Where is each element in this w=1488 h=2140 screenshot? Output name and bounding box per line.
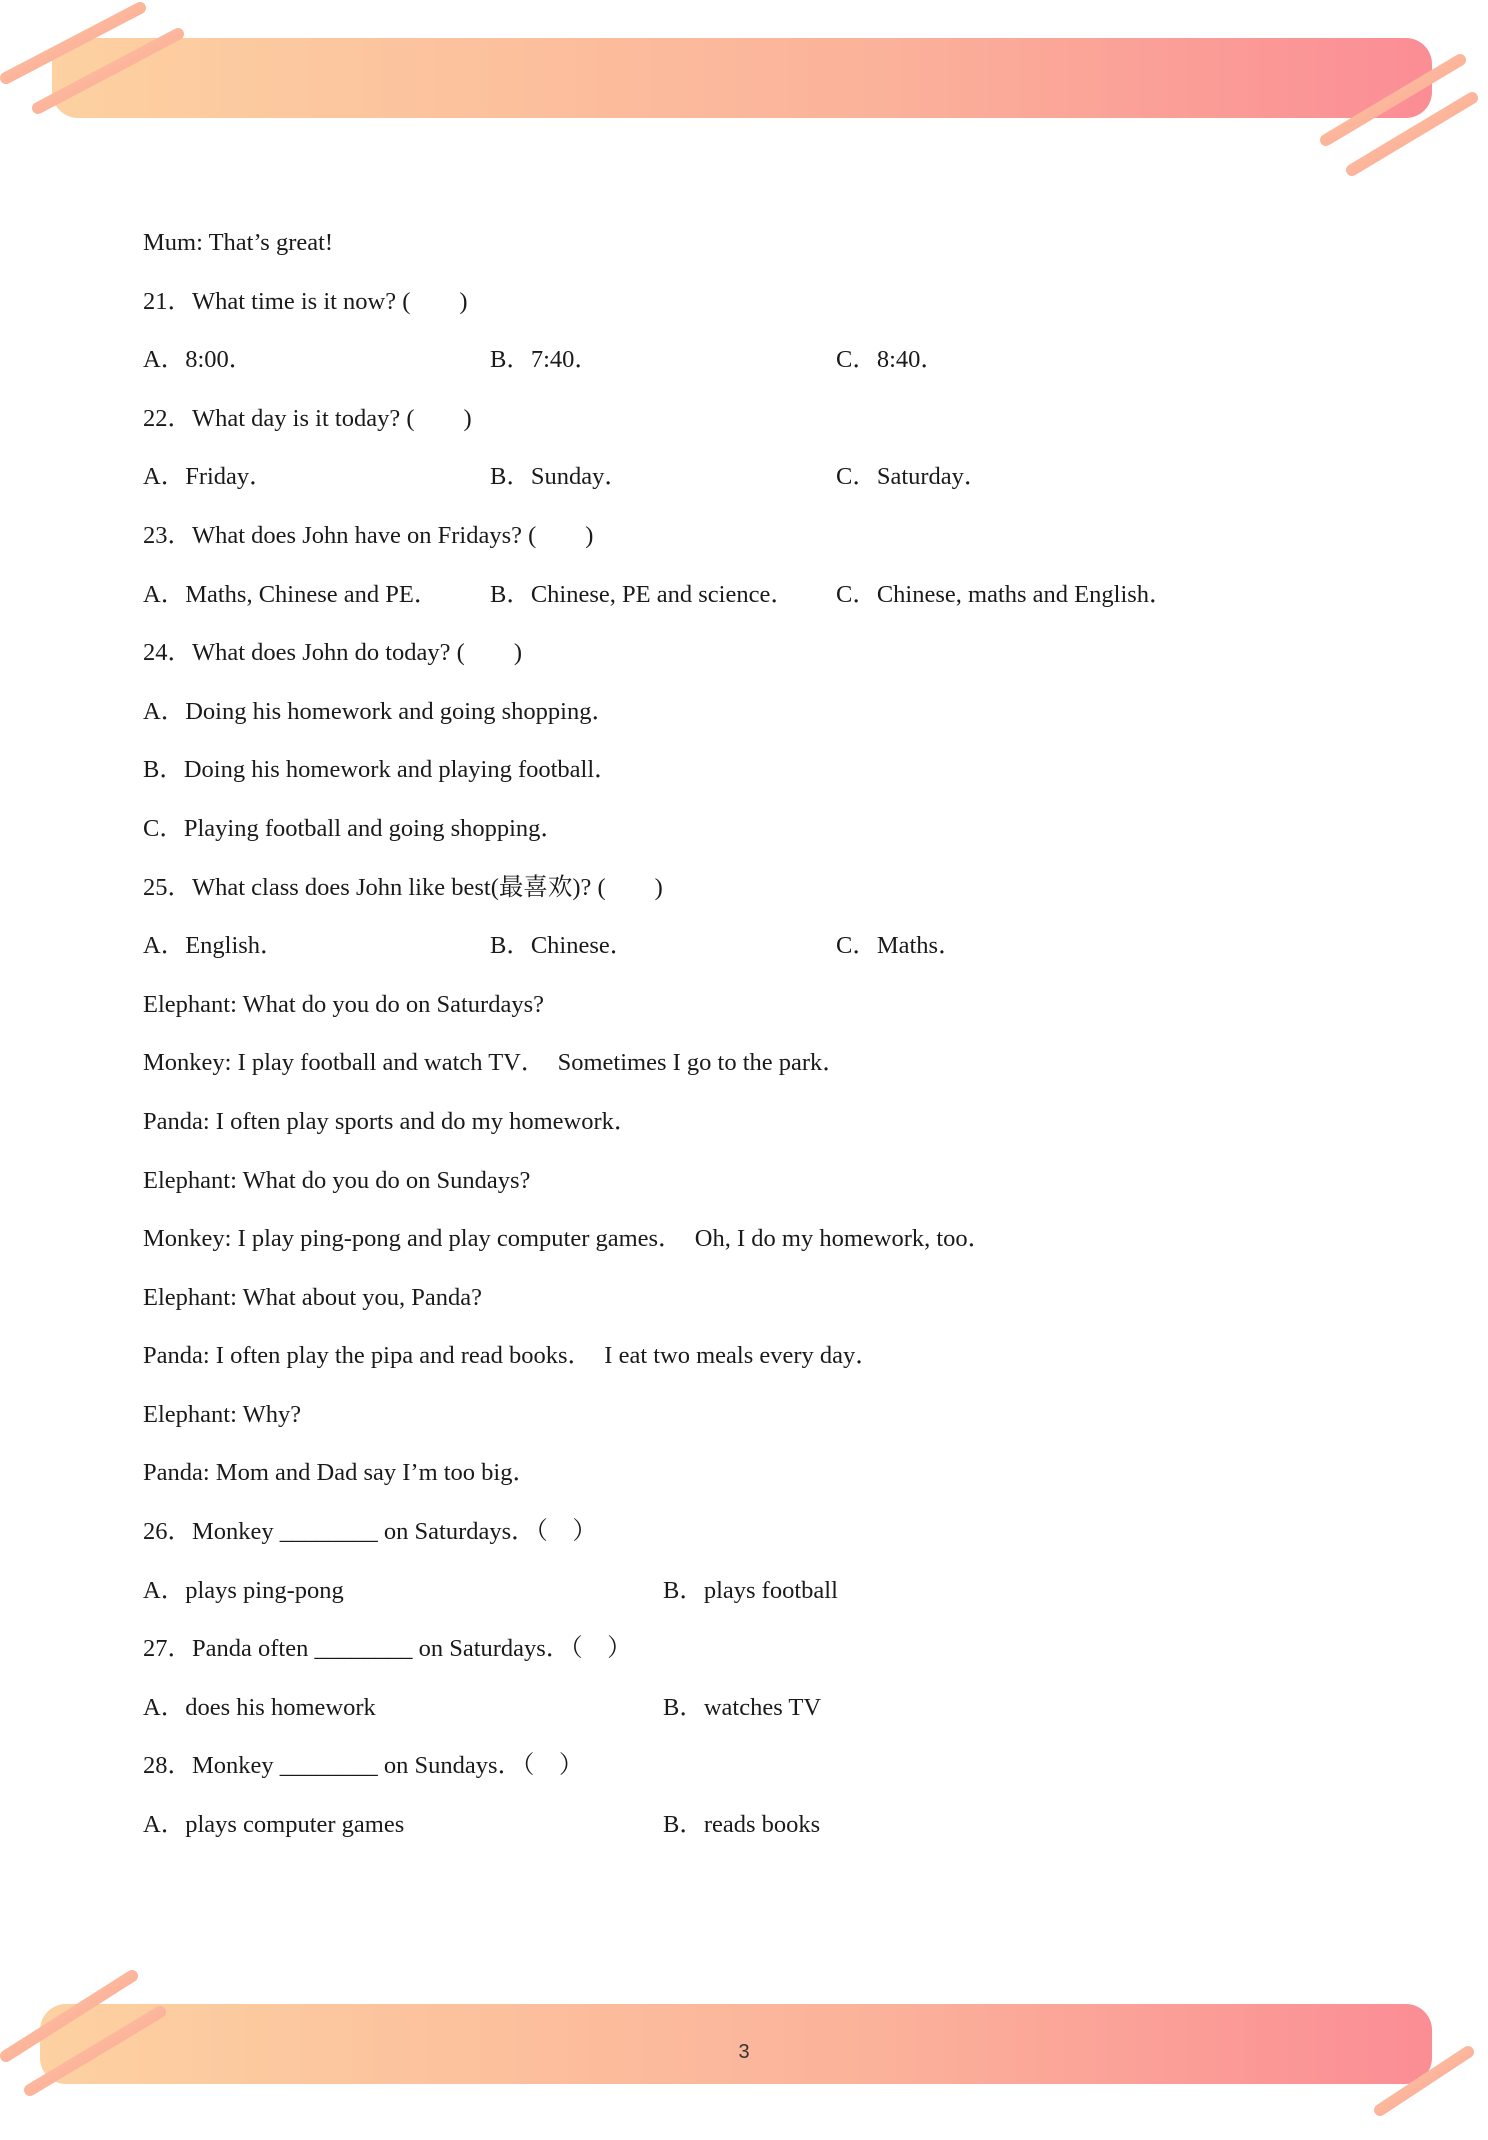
answer-option: A．English．: [143, 932, 285, 960]
page-number: 3: [738, 2041, 750, 2063]
dialogue-line: Panda: I often play sports and do my homework．: [143, 1107, 639, 1135]
options-row: [143, 338, 1343, 397]
answer-option: C．Playing football and going shopping．: [143, 814, 565, 842]
answer-option: A．8:00．: [143, 346, 254, 374]
options-row: [143, 1569, 1343, 1628]
answer-option: C．8:40．: [836, 346, 945, 374]
question-line: 27．Panda often ________ on Saturdays．（ ）: [143, 1635, 632, 1663]
question-line: 22．What day is it today? ( ): [143, 404, 472, 432]
options-row: [143, 924, 1343, 983]
answer-option: B．7:40．: [490, 346, 599, 374]
header-banner: [0, 0, 1488, 180]
worksheet-content: [143, 221, 1343, 1862]
dialogue-line: Elephant: What do you do on Saturdays?: [143, 990, 544, 1018]
options-row: [143, 573, 1343, 632]
answer-option: A．Friday．: [143, 463, 274, 491]
header-band: [52, 38, 1432, 118]
answer-option: A．does his homework: [143, 1693, 376, 1721]
options-row: [143, 1803, 1343, 1862]
dialogue-line: Monkey: I play football and watch TV． Sometimes I go to the park．: [143, 1049, 847, 1077]
answer-option: A．Doing his homework and going shopping．: [143, 697, 616, 725]
options-row: [143, 455, 1343, 514]
answer-option: B．Doing his homework and playing football．: [143, 756, 619, 784]
question-line: 21．What time is it now? ( ): [143, 287, 468, 315]
question-line: 28．Monkey ________ on Sundays．（ ）: [143, 1752, 584, 1780]
answer-option: B．Chinese, PE and science．: [490, 580, 795, 608]
answer-option: C．Chinese, maths and English．: [836, 580, 1174, 608]
answer-option: A．Maths, Chinese and PE．: [143, 580, 439, 608]
dialogue-line: Panda: Mom and Dad say I’m too big．: [143, 1459, 537, 1487]
question-line: 24．What does John do today? ( ): [143, 639, 522, 667]
dialogue-line: Elephant: What about you, Panda?: [143, 1283, 483, 1311]
options-row: [143, 1686, 1343, 1745]
answer-option: C．Maths．: [836, 932, 963, 960]
answer-option: B．watches TV: [663, 1693, 822, 1721]
answer-option: A．plays ping-pong: [143, 1576, 344, 1604]
answer-option: B．plays football: [663, 1576, 838, 1604]
answer-option: B．Sunday．: [490, 463, 629, 491]
answer-option: A．plays computer games: [143, 1811, 405, 1839]
dialogue-line: Panda: I often play the pipa and read books． I eat two meals every day．: [143, 1342, 880, 1370]
dialogue-line: Elephant: What do you do on Sundays?: [143, 1166, 531, 1194]
answer-option: B．Chinese．: [490, 932, 635, 960]
question-line: 26．Monkey ________ on Saturdays．（ ）: [143, 1518, 597, 1546]
question-line: 23．What does John have on Fridays? ( ): [143, 521, 594, 549]
question-line: 25．What class does John like best(最喜欢)? ( ): [143, 873, 663, 901]
dialogue-line: Monkey: I play ping-pong and play computer games． Oh, I do my homework, too．: [143, 1225, 993, 1253]
answer-option: B．reads books: [663, 1811, 821, 1839]
dialogue-line: Mum: That’s great!: [143, 229, 334, 256]
dialogue-line: Elephant: Why?: [143, 1400, 302, 1428]
answer-option: C．Saturday．: [836, 463, 989, 491]
